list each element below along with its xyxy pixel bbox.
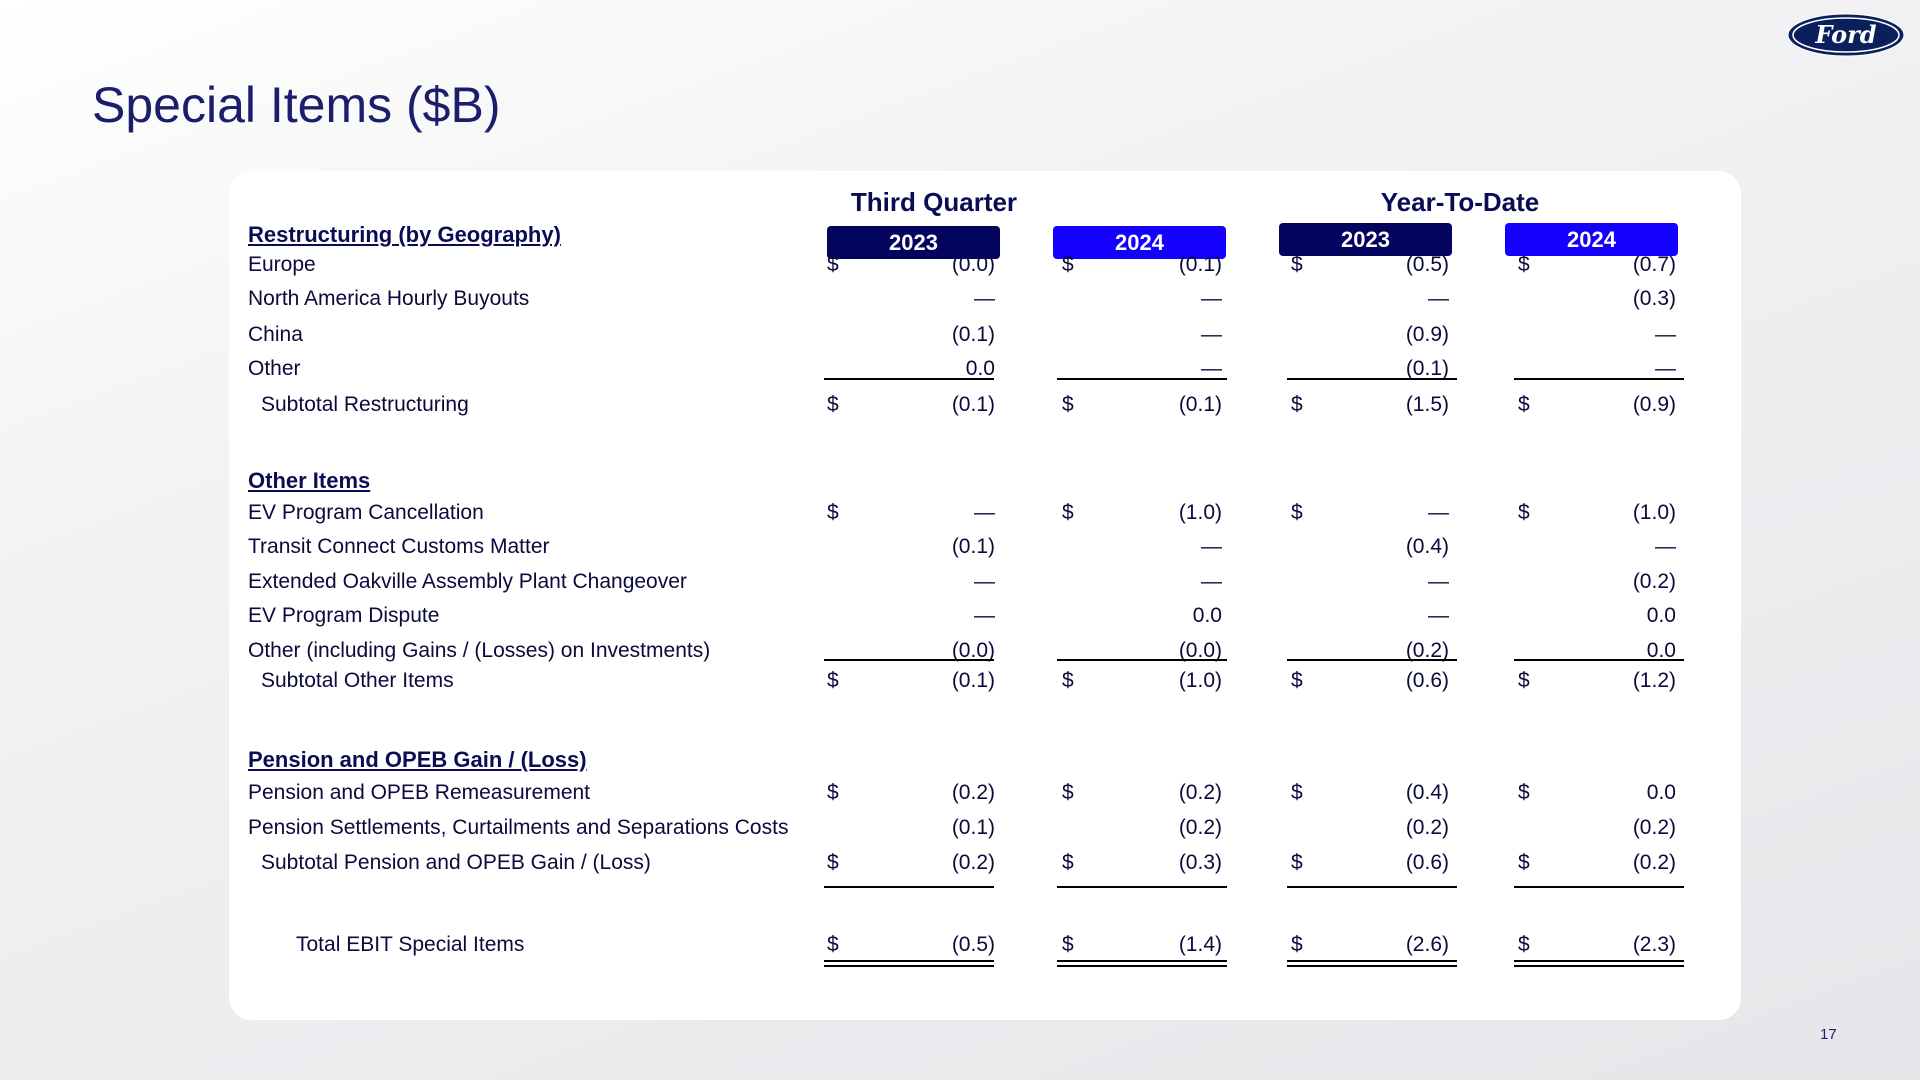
row-label: Pension and OPEB Remeasurement <box>248 781 591 804</box>
row-label: Other <box>248 357 301 380</box>
subtotal-rule <box>1514 659 1684 661</box>
row-value-1: (0.1) <box>951 816 995 839</box>
row-value-4: — <box>1655 535 1676 558</box>
total-double-rule <box>824 960 994 967</box>
group-header-third-quarter: Third Quarter <box>850 187 1018 217</box>
row-value-2: — <box>1201 287 1222 310</box>
page-number: 17 <box>1820 1026 1837 1043</box>
subtotal-value-3: (0.6) <box>1405 851 1449 874</box>
row-value-1: (0.1) <box>951 323 995 346</box>
subtotal-label: Subtotal Other Items <box>261 669 454 692</box>
subtotal-value-1: (0.1) <box>951 393 995 416</box>
total-double-rule <box>1057 960 1227 967</box>
subtotal-label: Subtotal Restructuring <box>261 393 469 416</box>
subtotal-rule <box>1287 886 1457 888</box>
row-value-1: (0.1) <box>951 535 995 558</box>
row-value-1: — <box>974 501 995 524</box>
subtotal-currency-2: $ <box>1062 669 1074 692</box>
row-value-1: 0.0 <box>965 357 995 380</box>
row-value-2: (0.1) <box>1178 253 1222 276</box>
total-currency-2: $ <box>1062 933 1074 956</box>
row-value-4: 0.0 <box>1646 604 1676 627</box>
row-value-4: (0.2) <box>1632 570 1676 593</box>
subtotal-rule <box>1287 659 1457 661</box>
total-double-rule <box>1287 960 1457 967</box>
row-currency-1: $ <box>827 253 839 276</box>
row-value-1: (0.0) <box>951 253 995 276</box>
row-value-2: (1.0) <box>1178 501 1222 524</box>
row-value-2: — <box>1201 570 1222 593</box>
year-header-ytd-2023: 2023 <box>1279 223 1452 256</box>
subtotal-rule <box>1287 378 1457 380</box>
subtotal-rule <box>824 378 994 380</box>
subtotal-currency-3: $ <box>1291 851 1303 874</box>
row-currency-1: $ <box>827 501 839 524</box>
row-label: Europe <box>248 253 316 276</box>
subtotal-rule <box>1057 886 1227 888</box>
row-value-3: (0.2) <box>1405 639 1449 662</box>
row-value-3: (0.4) <box>1405 781 1449 804</box>
row-label: North America Hourly Buyouts <box>248 287 530 310</box>
row-label: Pension Settlements, Curtailments and Separations Costs <box>248 816 789 839</box>
row-label: Transit Connect Customs Matter <box>248 535 550 558</box>
total-currency-4: $ <box>1518 933 1530 956</box>
subtotal-currency-4: $ <box>1518 393 1530 416</box>
subtotal-value-3: (0.6) <box>1405 669 1449 692</box>
row-value-2: 0.0 <box>1192 604 1222 627</box>
section-title-3: Pension and OPEB Gain / (Loss) <box>248 747 587 772</box>
subtotal-currency-2: $ <box>1062 393 1074 416</box>
row-value-4: (0.3) <box>1632 287 1676 310</box>
row-value-2: (0.0) <box>1178 639 1222 662</box>
subtotal-currency-4: $ <box>1518 851 1530 874</box>
row-value-2: — <box>1201 323 1222 346</box>
subtotal-currency-3: $ <box>1291 669 1303 692</box>
row-label: EV Program Cancellation <box>248 501 484 524</box>
page-title: Special Items ($B) <box>92 77 501 133</box>
section-title-2: Other Items <box>248 468 371 493</box>
row-value-3: — <box>1428 501 1449 524</box>
subtotal-value-4: (0.2) <box>1632 851 1676 874</box>
row-label: Other (including Gains / (Losses) on Investments) <box>248 639 711 662</box>
total-label: Total EBIT Special Items <box>296 933 525 956</box>
subtotal-label: Subtotal Pension and OPEB Gain / (Loss) <box>261 851 651 874</box>
total-double-rule <box>1514 960 1684 967</box>
subtotal-rule <box>1057 378 1227 380</box>
row-value-2: — <box>1201 535 1222 558</box>
row-currency-3: $ <box>1291 781 1303 804</box>
row-value-1: — <box>974 604 995 627</box>
row-value-1: — <box>974 570 995 593</box>
row-value-3: (0.9) <box>1405 323 1449 346</box>
row-currency-3: $ <box>1291 501 1303 524</box>
total-value-3: (2.6) <box>1405 933 1449 956</box>
subtotal-currency-4: $ <box>1518 669 1530 692</box>
row-value-4: 0.0 <box>1646 639 1676 662</box>
row-currency-4: $ <box>1518 501 1530 524</box>
row-value-2: — <box>1201 357 1222 380</box>
row-label: Extended Oakville Assembly Plant Changeover <box>248 570 687 593</box>
row-value-3: — <box>1428 570 1449 593</box>
group-header-year-to-date: Year-To-Date <box>1380 187 1540 217</box>
row-currency-4: $ <box>1518 781 1530 804</box>
subtotal-currency-3: $ <box>1291 393 1303 416</box>
row-label: China <box>248 323 303 346</box>
row-value-2: (0.2) <box>1178 816 1222 839</box>
row-value-3: (0.4) <box>1405 535 1449 558</box>
row-value-4: — <box>1655 357 1676 380</box>
year-header-ytd-2024: 2024 <box>1505 223 1678 256</box>
total-currency-3: $ <box>1291 933 1303 956</box>
row-value-2: (0.2) <box>1178 781 1222 804</box>
row-currency-1: $ <box>827 781 839 804</box>
row-value-3: — <box>1428 604 1449 627</box>
subtotal-currency-1: $ <box>827 669 839 692</box>
total-value-1: (0.5) <box>951 933 995 956</box>
row-value-4: 0.0 <box>1646 781 1676 804</box>
row-currency-2: $ <box>1062 781 1074 804</box>
subtotal-rule <box>1057 659 1227 661</box>
subtotal-value-2: (0.3) <box>1178 851 1222 874</box>
subtotal-value-4: (0.9) <box>1632 393 1676 416</box>
row-value-4: (0.7) <box>1632 253 1676 276</box>
ford-oval-logo-icon <box>1786 12 1906 58</box>
subtotal-value-1: (0.2) <box>951 851 995 874</box>
subtotal-value-2: (0.1) <box>1178 393 1222 416</box>
row-value-1: (0.2) <box>951 781 995 804</box>
subtotal-currency-1: $ <box>827 393 839 416</box>
row-currency-3: $ <box>1291 253 1303 276</box>
row-value-3: (0.2) <box>1405 816 1449 839</box>
row-value-4: — <box>1655 323 1676 346</box>
section-title-1: Restructuring (by Geography) <box>248 222 561 247</box>
row-value-3: — <box>1428 287 1449 310</box>
total-currency-1: $ <box>827 933 839 956</box>
subtotal-rule <box>1514 886 1684 888</box>
svg-text:Ford: Ford <box>1815 20 1877 49</box>
total-value-2: (1.4) <box>1178 933 1222 956</box>
row-currency-4: $ <box>1518 253 1530 276</box>
row-label: EV Program Dispute <box>248 604 440 627</box>
year-header-q3-2024: 2024 <box>1053 226 1226 259</box>
subtotal-rule <box>1514 378 1684 380</box>
row-value-1: — <box>974 287 995 310</box>
subtotal-value-2: (1.0) <box>1178 669 1222 692</box>
year-header-q3-2023: 2023 <box>827 226 1000 259</box>
row-value-4: (1.0) <box>1632 501 1676 524</box>
row-value-4: (0.2) <box>1632 816 1676 839</box>
special-items-table <box>229 171 1741 1020</box>
row-currency-2: $ <box>1062 501 1074 524</box>
row-currency-2: $ <box>1062 253 1074 276</box>
total-value-4: (2.3) <box>1632 933 1676 956</box>
row-value-1: (0.0) <box>951 639 995 662</box>
row-value-3: (0.1) <box>1405 357 1449 380</box>
subtotal-value-3: (1.5) <box>1405 393 1449 416</box>
subtotal-rule <box>824 659 994 661</box>
subtotal-value-1: (0.1) <box>951 669 995 692</box>
row-value-3: (0.5) <box>1405 253 1449 276</box>
subtotal-currency-2: $ <box>1062 851 1074 874</box>
subtotal-currency-1: $ <box>827 851 839 874</box>
subtotal-rule <box>824 886 994 888</box>
subtotal-value-4: (1.2) <box>1632 669 1676 692</box>
